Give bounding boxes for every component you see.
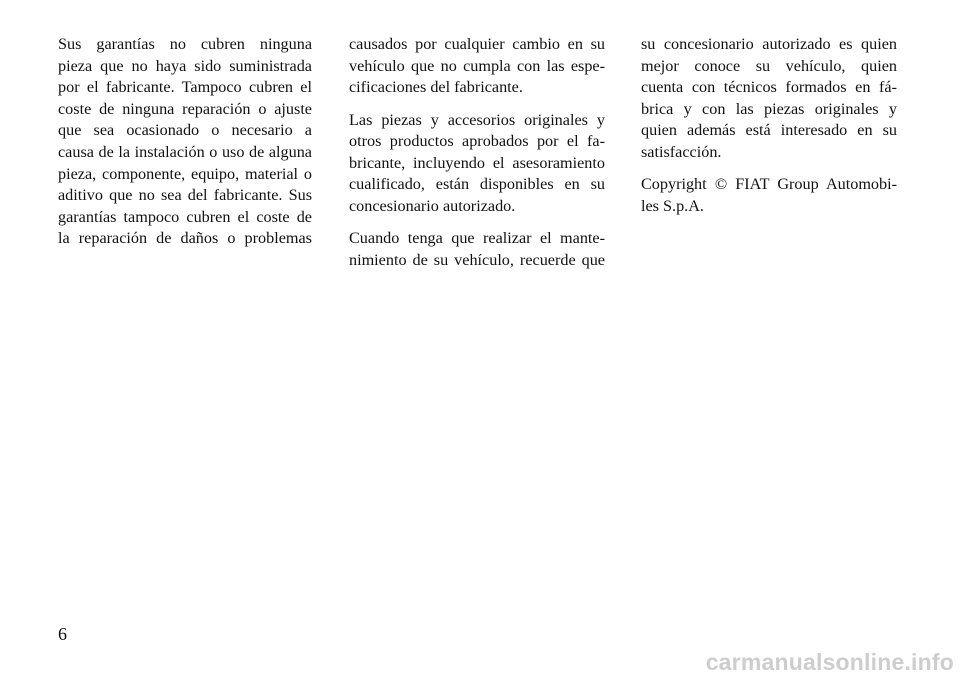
- text-line: aditivo que no sea del fabricante. Sus: [58, 186, 312, 205]
- text-line: cualificado, están disponibles en su: [349, 175, 605, 194]
- text-line: que sea ocasionado o necesario a: [58, 121, 312, 140]
- text-line: la reparación de daños o problemas: [58, 229, 312, 248]
- text-line: causados por cualquier cambio en su: [349, 35, 605, 53]
- paragraph: [641, 34, 897, 164]
- text-line: su concesionario autorizado es quien: [641, 35, 897, 53]
- text-line: quien además está interesado en su: [641, 121, 897, 140]
- text-line: pieza que no haya sido suministrada: [58, 56, 312, 75]
- page-number: 6: [58, 624, 67, 644]
- text-line: bricante, incluyendo el asesoramiento: [349, 153, 605, 172]
- watermark: carmanualsonline.info: [705, 649, 954, 675]
- paragraph: [349, 34, 605, 99]
- text-line: por el fabricante. Tampoco cubren el: [58, 78, 312, 97]
- paragraph: [349, 110, 605, 218]
- text-line: les S.p.A.: [641, 196, 704, 215]
- text-line: concesionario autorizado.: [349, 196, 516, 215]
- paragraph: [349, 228, 605, 271]
- text-line: cificaciones del fabricante.: [349, 78, 523, 97]
- text-line: satisfacción.: [641, 142, 722, 161]
- text-line: causa de la instalación o uso de alguna: [58, 142, 312, 161]
- text-line: Las piezas y accesorios originales y: [349, 110, 605, 129]
- text-line: Sus garantías no cubren ninguna: [58, 35, 312, 53]
- text-line: nimiento de su vehículo, recuerde que: [349, 250, 605, 269]
- text-line: coste de ninguna reparación o ajuste: [58, 99, 312, 118]
- text-line: pieza, componente, equipo, material o: [58, 164, 312, 183]
- text-line: vehículo que no cumpla con las espe-: [349, 56, 605, 75]
- text-column-3: [641, 34, 897, 218]
- text-line: Copyright © FIAT Group Automobi-: [641, 175, 897, 194]
- text-line: otros productos aprobados por el fa-: [349, 132, 605, 151]
- text-column-1: [58, 34, 312, 250]
- text-column-2: [349, 34, 605, 272]
- paragraph: [58, 34, 312, 250]
- text-line: Cuando tenga que realizar el mante-: [349, 229, 605, 248]
- text-line: brica y con las piezas originales y: [641, 99, 897, 118]
- text-line: garantías tampoco cubren el coste de: [58, 207, 312, 226]
- paragraph: [641, 174, 897, 217]
- text-line: mejor conoce su vehículo, quien: [641, 56, 897, 75]
- text-line: cuenta con técnicos formados en fá-: [641, 78, 897, 97]
